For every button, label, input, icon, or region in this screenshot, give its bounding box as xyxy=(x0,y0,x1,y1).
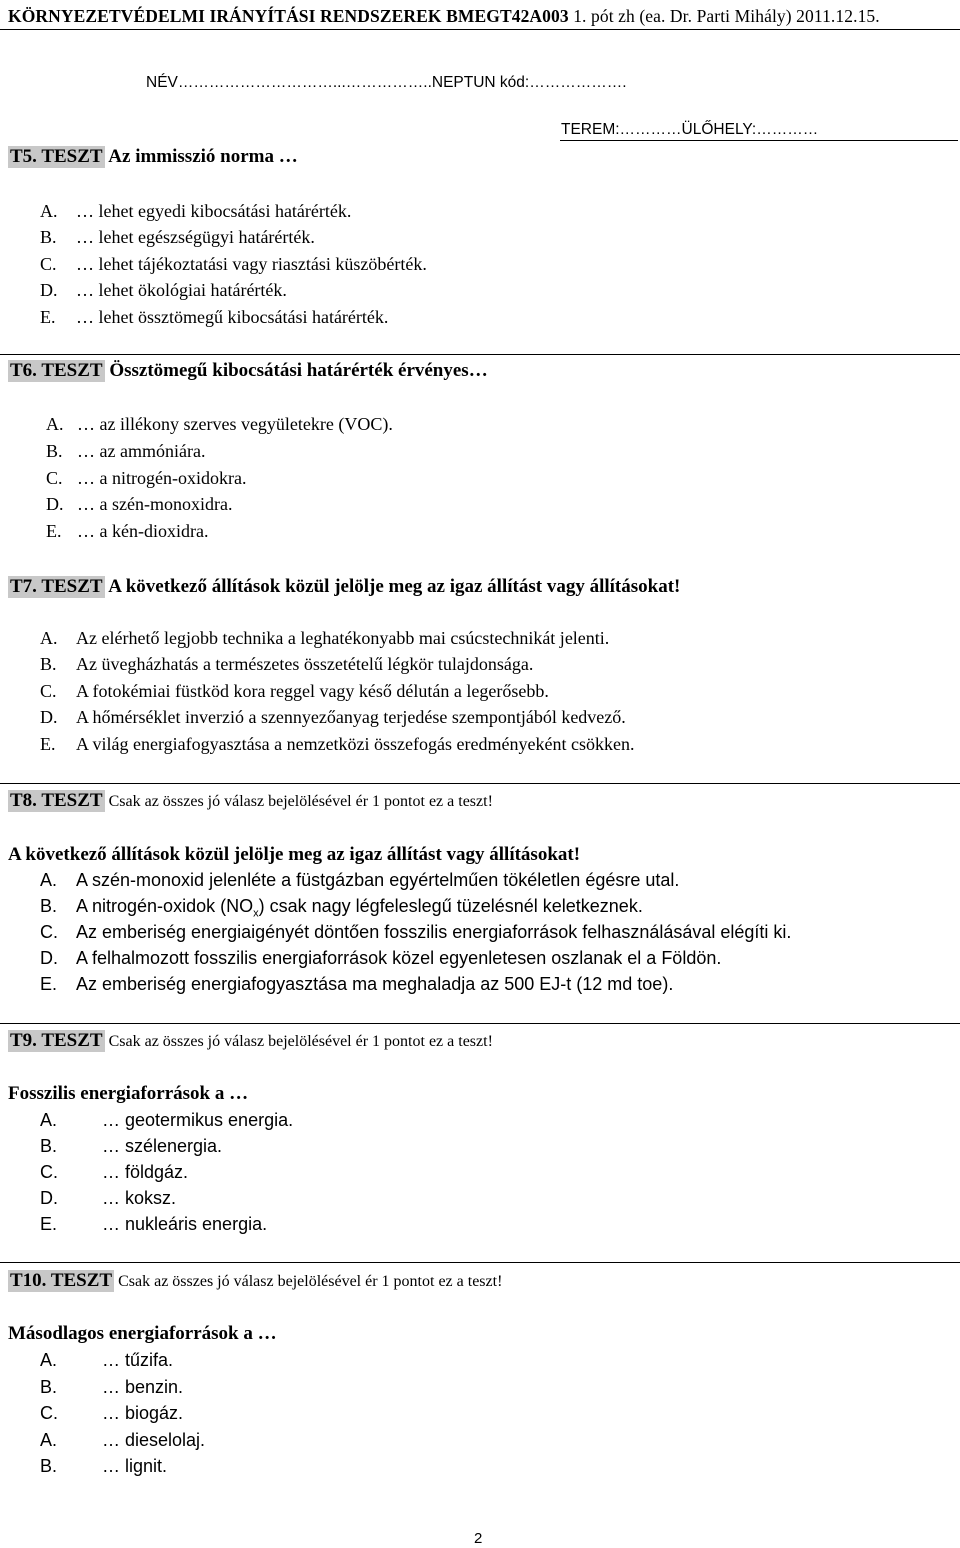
t8-option-d: D. A felhalmozott fosszilis energiaforrások közel egyenletesen oszlanak el a Földön. xyxy=(40,948,722,968)
t9-question: Fosszilis energiaforrások a … xyxy=(8,1083,249,1104)
t10-rule xyxy=(0,1262,960,1263)
t5-rule xyxy=(560,140,958,141)
t10-question: Másodlagos energiaforrások a … xyxy=(8,1323,277,1344)
t5-question: Az immisszió norma … xyxy=(104,146,298,167)
t8-option-b: B. A nitrogén-oxidok $(NO_x)$ csak nagy légfeleslegű tüzelésnél keletkeznek. xyxy=(40,896,643,920)
t7-option-d: D. A hőmérséklet inverzió a szennyezőanyag terjedése szempontjából kedvező. xyxy=(40,707,626,727)
document-header xyxy=(8,6,880,27)
t6-tag: T6. TESZT xyxy=(10,360,103,381)
t7-option-b: B. Az üvegházhatás a természetes összetételű légkör tulajdonsága. xyxy=(40,654,534,674)
t9-tag: T9. TESZT xyxy=(10,1030,103,1051)
t5-option-d: D. … lehet ökológiai határérték. xyxy=(40,280,287,300)
t5-option-b: B. … lehet egészségügyi határérték. xyxy=(40,227,315,247)
t10-option-1: A. … tűzifa. xyxy=(40,1350,174,1370)
t8-option-c: C. Az emberiség energiaigényét döntően fosszilis energiaforrások felhasználásával elégíti ki. xyxy=(40,922,792,942)
t7-question: A következő állítások közül jelölje meg az igaz állítást vagy állításokat! xyxy=(104,576,681,597)
t10-note: Csak az összes jó válasz bejelölésével ér 1 pontot ez a teszt! xyxy=(114,1273,503,1290)
t8-note: Csak az összes jó válasz bejelölésével ér 1 pontot ez a teszt! xyxy=(104,793,493,810)
t7-option-c: C. A fotokémiai füstköd kora reggel vagy késő délután a legerősebb. xyxy=(40,681,549,701)
t9-option-c: C. … földgáz. xyxy=(40,1162,189,1182)
t6-title xyxy=(8,360,488,382)
t8-option-e: E. Az emberiség energiafogyasztása ma meghaladja az 500 EJ-t (12 md toe). xyxy=(40,974,674,994)
t7-title xyxy=(8,576,680,598)
t10-option-4: A. … dieselolaj. xyxy=(40,1430,206,1450)
t6-question: Össztömegű kibocsátási határérték érvényes… xyxy=(104,360,488,381)
t10-title xyxy=(8,1270,502,1292)
t5-tag: T5. TESZT xyxy=(10,146,103,167)
t6-option-b: B. … az ammóniára. xyxy=(46,441,206,461)
t8-title xyxy=(8,790,493,812)
t6-option-a: A. … az illékony szerves vegyületekre (VOC). xyxy=(46,414,393,434)
t6-option-d: D. … a szén-monoxidra. xyxy=(46,494,233,514)
t9-option-a: A. … geotermikus energia. xyxy=(40,1110,294,1130)
header-course-info: 1. pót zh (ea. Dr. Parti Mihály) 2011.12.15. xyxy=(568,6,880,26)
t8-rule xyxy=(0,783,960,784)
t10-option-3: C. … biogáz. xyxy=(40,1403,184,1423)
t8-option-a: A. A szén-monoxid jelenléte a füstgázban egyértelműen tökéletlen égésre utal. xyxy=(40,870,680,890)
t10-option-5: B. … lignit. xyxy=(40,1456,168,1476)
t9-note: Csak az összes jó válasz bejelölésével ér 1 pontot ez a teszt! xyxy=(104,1033,493,1050)
t5-title xyxy=(8,146,298,168)
t6-option-c: C. … a nitrogén-oxidokra. xyxy=(46,468,247,488)
name-neptun-line: NÉV…………………………...……………..NEPTUN kód:………………. xyxy=(146,74,627,91)
t10-tag: T10. TESZT xyxy=(10,1270,113,1291)
t6-option-e: E. … a kén-dioxidra. xyxy=(46,521,209,541)
t9-option-d: D. … koksz. xyxy=(40,1188,177,1208)
t10-option-2: B. … benzin. xyxy=(40,1377,184,1397)
page-number: 2 xyxy=(474,1530,483,1547)
t5-option-e: E. … lehet össztömegű kibocsátási határérték. xyxy=(40,307,389,327)
room-seat-line: TEREM:…………ÜLŐHELY:………… xyxy=(561,121,819,138)
t7-tag: T7. TESZT xyxy=(10,576,103,597)
t9-rule xyxy=(0,1023,960,1024)
t9-option-b: B. … szélenergia. xyxy=(40,1136,223,1156)
t9-option-e: E. … nukleáris energia. xyxy=(40,1214,268,1234)
t7-option-e: E. A világ energiafogyasztása a nemzetközi összefogás eredményeként csökken. xyxy=(40,734,635,754)
t5-option-a: A. … lehet egyedi kibocsátási határérték. xyxy=(40,201,352,221)
t7-option-a: A. Az elérhető legjobb technika a leghatékonyabb mai csúcstechnikát jelenti. xyxy=(40,628,610,648)
t8-question: A következő állítások közül jelölje meg az igaz állítást vagy állításokat! xyxy=(8,844,581,865)
t9-title xyxy=(8,1030,493,1052)
header-rule xyxy=(0,29,960,30)
t8-tag: T8. TESZT xyxy=(10,790,103,811)
header-title: KÖRNYEZETVÉDELMI IRÁNYÍTÁSI RENDSZEREK BMEGT42A003 xyxy=(8,6,569,26)
t5-option-c: C. … lehet tájékoztatási vagy riasztási küszöbérték. xyxy=(40,254,427,274)
t6-rule xyxy=(0,354,960,355)
